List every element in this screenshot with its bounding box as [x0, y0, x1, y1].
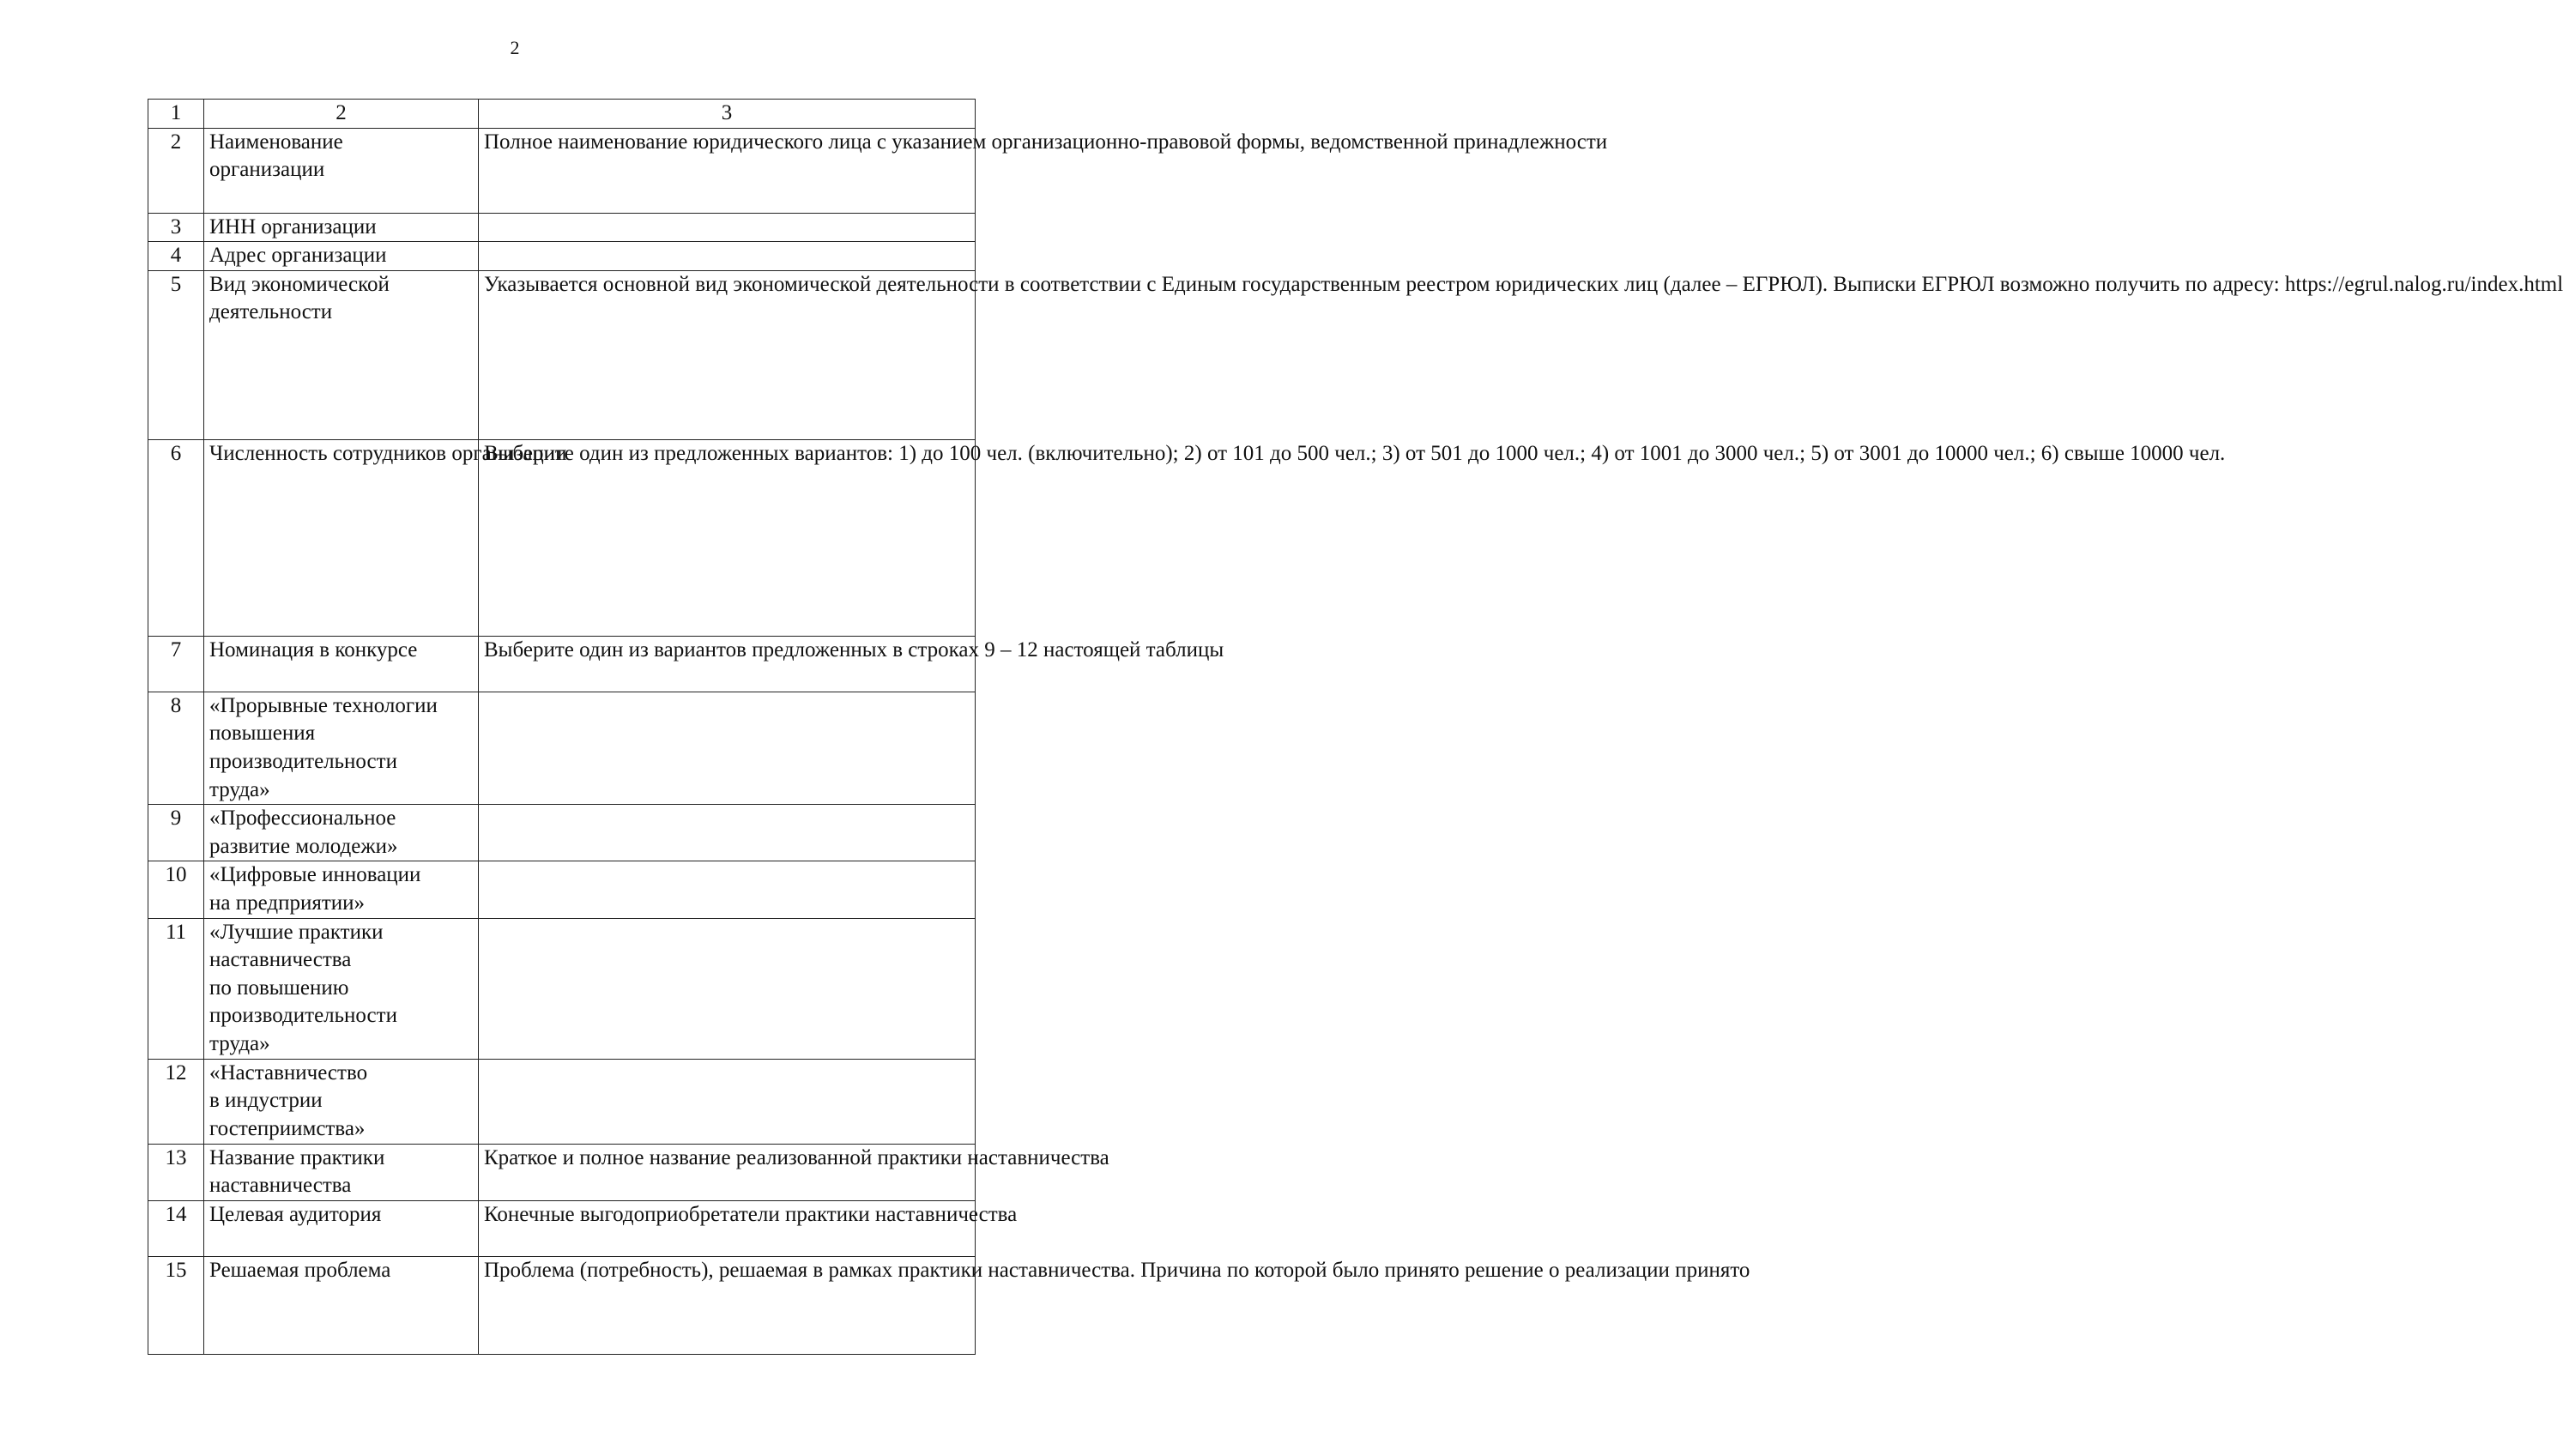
- row-number: 12: [148, 1059, 204, 1144]
- row-label: Название практики наставничества: [204, 1144, 479, 1200]
- table-row: [148, 636, 976, 692]
- table-row: [148, 1144, 976, 1200]
- row-label: Решаемая проблема: [204, 1256, 479, 1354]
- table-row: [148, 213, 976, 242]
- table-row: [148, 1200, 976, 1256]
- table-row: [148, 918, 976, 1059]
- row-number: 10: [148, 861, 204, 918]
- row-number: 8: [148, 692, 204, 804]
- row-label: Вид экономической деятельности: [204, 270, 479, 439]
- row-description: Полное наименование юридического лица с указанием организационно-правовой формы, ведомственной принадлежности: [479, 128, 976, 213]
- row-description-empty[interactable]: [479, 861, 976, 918]
- header-cell-col-2: 2: [204, 100, 479, 129]
- row-description: Конечные выгодоприобретатели практики наставничества: [479, 1200, 976, 1256]
- row-label: «Цифровые инновации на предприятии»: [204, 861, 479, 918]
- row-description: Краткое и полное название реализованной практики наставничества: [479, 1144, 976, 1200]
- table-header-row: [148, 100, 976, 129]
- row-description: Выберите один из предложенных вариантов: 1) до 100 чел. (включительно); 2) от 101 до 500 чел.; 3) от 501 до 1000 чел.; 4) от 1001 до 3000 чел.; 5) от 3001 до 10000 чел.; 6) свыше 10000 чел.: [479, 439, 976, 636]
- row-label: Наименование организации: [204, 128, 479, 213]
- row-description-empty[interactable]: [479, 242, 976, 271]
- row-number: 7: [148, 636, 204, 692]
- row-number: 4: [148, 242, 204, 271]
- row-number: 11: [148, 918, 204, 1059]
- table-row: [148, 242, 976, 271]
- page-number: 2: [510, 37, 520, 58]
- row-label: «Наставничество в индустрии гостеприимства»: [204, 1059, 479, 1144]
- table-row: [148, 805, 976, 861]
- row-number: 15: [148, 1256, 204, 1354]
- row-label: Адрес организации: [204, 242, 479, 271]
- table-row: [148, 1256, 976, 1354]
- row-number: 14: [148, 1200, 204, 1256]
- row-label: Номинация в конкурсе: [204, 636, 479, 692]
- row-number: 6: [148, 439, 204, 636]
- application-form-table: [148, 99, 2563, 1355]
- table-row: [148, 1059, 976, 1144]
- row-number: 9: [148, 805, 204, 861]
- table-row: [148, 128, 976, 213]
- table-row: [148, 692, 976, 804]
- header-cell-col-3: 3: [479, 100, 976, 129]
- header-cell-col-1: 1: [148, 100, 204, 129]
- row-description: Проблема (потребность), решаемая в рамках практики наставничества. Причина по которой было принято решение о реализации принято: [479, 1256, 976, 1354]
- row-label: «Лучшие практики наставничества по повышению производительности труда»: [204, 918, 479, 1059]
- row-description: Указывается основной вид экономической деятельности в соответствии с Единым государственным реестром юридических лиц (далее – ЕГРЮЛ). Выписки ЕГРЮЛ возможно получить по адресу: https://egrul.nalog.ru/index.html: [479, 270, 976, 439]
- row-number: 5: [148, 270, 204, 439]
- row-label: Численность сотрудников организации: [204, 439, 479, 636]
- row-description-empty[interactable]: [479, 692, 976, 804]
- row-number: 13: [148, 1144, 204, 1200]
- row-description-empty[interactable]: [479, 805, 976, 861]
- row-number: 2: [148, 128, 204, 213]
- row-label: Целевая аудитория: [204, 1200, 479, 1256]
- row-label: ИНН организации: [204, 213, 479, 242]
- row-description-empty[interactable]: [479, 213, 976, 242]
- row-label: «Профессиональное развитие молодежи»: [204, 805, 479, 861]
- row-number: 3: [148, 213, 204, 242]
- row-description-empty[interactable]: [479, 918, 976, 1059]
- row-description: Выберите один из вариантов предложенных в строках 9 – 12 настоящей таблицы: [479, 636, 976, 692]
- row-label: «Прорывные технологии повышения производительности труда»: [204, 692, 479, 804]
- row-description-empty[interactable]: [479, 1059, 976, 1144]
- table-row: [148, 439, 976, 636]
- table-row: [148, 270, 976, 439]
- table-row: [148, 861, 976, 918]
